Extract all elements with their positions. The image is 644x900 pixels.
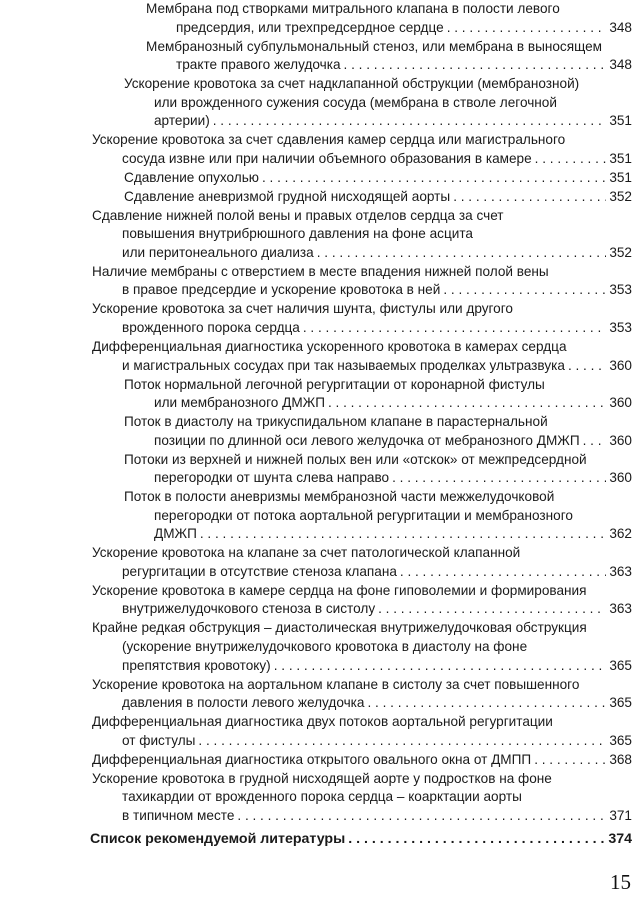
toc-page-number: 351: [609, 113, 632, 129]
dot-leader: [317, 244, 607, 263]
toc-entry-line: врожденного порока сердца: [122, 319, 300, 335]
toc-entry-line: Сдавление опухолью: [124, 169, 259, 185]
dot-leader: [200, 525, 606, 544]
toc-entry-line: ДМЖП: [154, 526, 197, 542]
toc-entry-line: Список рекомендуемой литературы: [90, 830, 346, 847]
toc-entry: [92, 300, 632, 337]
toc-entry-line: внутрижелудочкового стеноза в систолу: [122, 601, 376, 617]
toc-entry: [92, 207, 632, 263]
toc-page-number: 362: [609, 526, 632, 542]
toc-entry-line: Сдавление аневризмой грудной нисходящей аорты: [124, 188, 451, 204]
toc-entry-bibliography: [90, 830, 632, 849]
toc-entry: [92, 338, 632, 375]
toc-page-number: 348: [609, 19, 632, 35]
toc-entry-line: Сдавление нижней полой вены и правых отделов сердца за счет: [92, 207, 504, 223]
toc-entry-line: Ускорение кровотока в камере сердца на фоне гиповолемии и формирования: [92, 582, 587, 598]
dot-leader: [237, 807, 606, 826]
toc-entry-line: позиции по длинной оси левого желудочка от мебранозного ДМЖП: [154, 432, 580, 448]
toc-entry-line: препятствия кровотоку): [122, 657, 271, 673]
toc-page-number: 365: [609, 657, 632, 673]
toc-entry-line: (ускорение внутрижелудочкового кровотока в диастолу на фоне: [122, 638, 528, 654]
toc-entry: [146, 0, 632, 37]
toc-entry-line: перегородки от потока аортальной регургитации и мембранозного: [154, 507, 573, 523]
toc-page-number: 351: [609, 169, 632, 185]
toc-entry-line: в правое предсердие и ускорение кровотока в ней: [122, 282, 441, 298]
toc-page-number: 351: [609, 150, 632, 166]
toc-entry-line: Ускорение кровотока в грудной нисходящей аорте у подростков на фоне: [92, 770, 552, 786]
toc-page-number: 352: [609, 188, 632, 204]
dot-leader: [274, 657, 607, 676]
toc-entry-line: повышения внутрибрюшного давления на фоне асцита: [122, 226, 473, 242]
dot-leader: [453, 188, 606, 207]
toc-entry-line: Мембрана под створками митрального клапана в полости левого: [146, 1, 560, 16]
toc-entry-line: Ускорение кровотока за счет наличия шунта, фистулы или другого: [92, 301, 513, 317]
toc-entry-line: Наличие мембраны с отверстием в месте впадения нижней полой вены: [92, 263, 549, 279]
toc-entry: [124, 188, 632, 207]
toc-entry: [92, 751, 632, 770]
toc-entry-line: артерии): [154, 113, 210, 129]
toc-entry: [92, 582, 632, 619]
toc-entry-line: Поток нормальной легочной регургитации от коронарной фистулы: [124, 376, 545, 392]
toc-entry: [124, 75, 632, 131]
dot-leader: [447, 19, 607, 38]
toc-page-number: 353: [609, 282, 632, 298]
dot-leader: [344, 56, 607, 75]
dot-leader: [328, 394, 606, 413]
toc-entry-line: тахикардии от врожденного порока сердца – коарктации аорты: [122, 789, 522, 805]
toc-entry-line: тракте правого желудочка: [176, 57, 341, 73]
toc-entry-line: и магистральных сосудах при так называемых проделках ультразвука: [122, 357, 565, 373]
dot-leader: [378, 600, 606, 619]
toc-entry-line: Поток в диастолу на трикуспидальном клапане в парастернальной: [124, 414, 548, 430]
toc-entry-line: Ускорение кровотока за счет надклапанной обструкции (мембранозной): [124, 76, 580, 92]
toc-entry-line: Ускорение кровотока на клапане за счет патологической клапанной: [92, 545, 521, 561]
dot-leader: [262, 169, 606, 188]
toc-entry-line: Ускорение кровотока за счет сдавления камер сердца или магистрального: [92, 132, 566, 148]
toc-page-number: 365: [609, 695, 632, 711]
toc-page-number: 348: [609, 57, 632, 73]
page-number: 15: [610, 870, 631, 894]
toc-page-number: 360: [609, 432, 632, 448]
toc-page-number: 374: [608, 830, 632, 847]
toc-entry-line: Мембранозный субпульмональный стеноз, или мембрана в выносящем: [146, 38, 603, 54]
toc-entry: [92, 619, 632, 675]
toc-page-number: 368: [609, 751, 632, 767]
dot-leader: [583, 432, 607, 451]
dot-leader: [392, 469, 606, 488]
dot-leader: [568, 357, 606, 376]
toc-entry-line: или перитонеального диализа: [122, 244, 314, 260]
toc-entry: [124, 451, 632, 488]
toc-page-number: 360: [609, 395, 632, 411]
dot-leader: [535, 150, 607, 169]
toc-entry-line: Дифференциальная диагностика ускоренного кровотока в камерах сердца: [92, 338, 567, 354]
toc-entry-line: Дифференциальная диагностика двух потоков аортальной регургитации: [92, 714, 553, 730]
toc-entry-line: в типичном месте: [122, 807, 235, 823]
toc-entry: [146, 38, 632, 75]
toc-page-number: 365: [609, 732, 632, 748]
toc-page-number: 353: [609, 319, 632, 335]
dot-leader: [400, 563, 606, 582]
toc-entry: [92, 770, 632, 826]
toc-entry-line: предсердия, или трехпредсердное сердце: [176, 19, 444, 35]
dot-leader: [367, 694, 606, 713]
toc-page-number: 360: [609, 357, 632, 373]
dot-leader: [534, 751, 606, 770]
toc-entry: [92, 544, 632, 581]
toc-entry-line: Ускорение кровотока на аортальном клапане в систолу за счет повышенного: [92, 676, 580, 692]
toc-entry: [124, 413, 632, 450]
dot-leader: [303, 319, 606, 338]
toc-entry: [92, 676, 632, 713]
toc-entry: [92, 263, 632, 300]
toc-entry: [124, 488, 632, 544]
toc-entry: [124, 376, 632, 413]
toc-page-number: 352: [609, 244, 632, 260]
toc-entry: [124, 169, 632, 188]
dot-leader: [348, 830, 605, 849]
dot-leader: [198, 732, 606, 751]
dot-leader: [443, 281, 606, 300]
toc-entry: [92, 713, 632, 750]
toc-entry-line: Потоки из верхней и нижней полых вен или «отскок» от межпредсердной: [124, 451, 587, 467]
toc-entry-line: Крайне редкая обструкция – диастолическая внутрижелудочковая обструкция: [92, 620, 587, 636]
toc-entry-line: регургитации в отсутствие стеноза клапана: [122, 563, 397, 579]
toc-page-number: 371: [609, 807, 632, 823]
toc-page-number: 360: [609, 470, 632, 486]
toc-entry-line: перегородки от шунта слева направо: [154, 470, 390, 486]
toc-entry-line: Дифференциальная диагностика открытого овального окна от ДМПП: [92, 751, 532, 767]
toc-entry-line: или мембранозного ДМЖП: [154, 395, 325, 411]
toc-entry-line: сосуда извне или при наличии объемного образования в камере: [122, 150, 532, 166]
toc-entry-line: или врожденного сужения сосуда (мембрана в стволе легочной: [154, 94, 557, 110]
toc-page-number: 363: [609, 601, 632, 617]
toc-entry-line: давления в полости левого желудочка: [122, 695, 365, 711]
dot-leader: [213, 112, 607, 131]
toc-entry: [92, 131, 632, 168]
toc-entry-line: от фистулы: [122, 732, 196, 748]
toc-entry-line: Поток в полости аневризмы мембранозной части межжелудочковой: [124, 489, 555, 505]
toc-page-number: 363: [609, 563, 632, 579]
